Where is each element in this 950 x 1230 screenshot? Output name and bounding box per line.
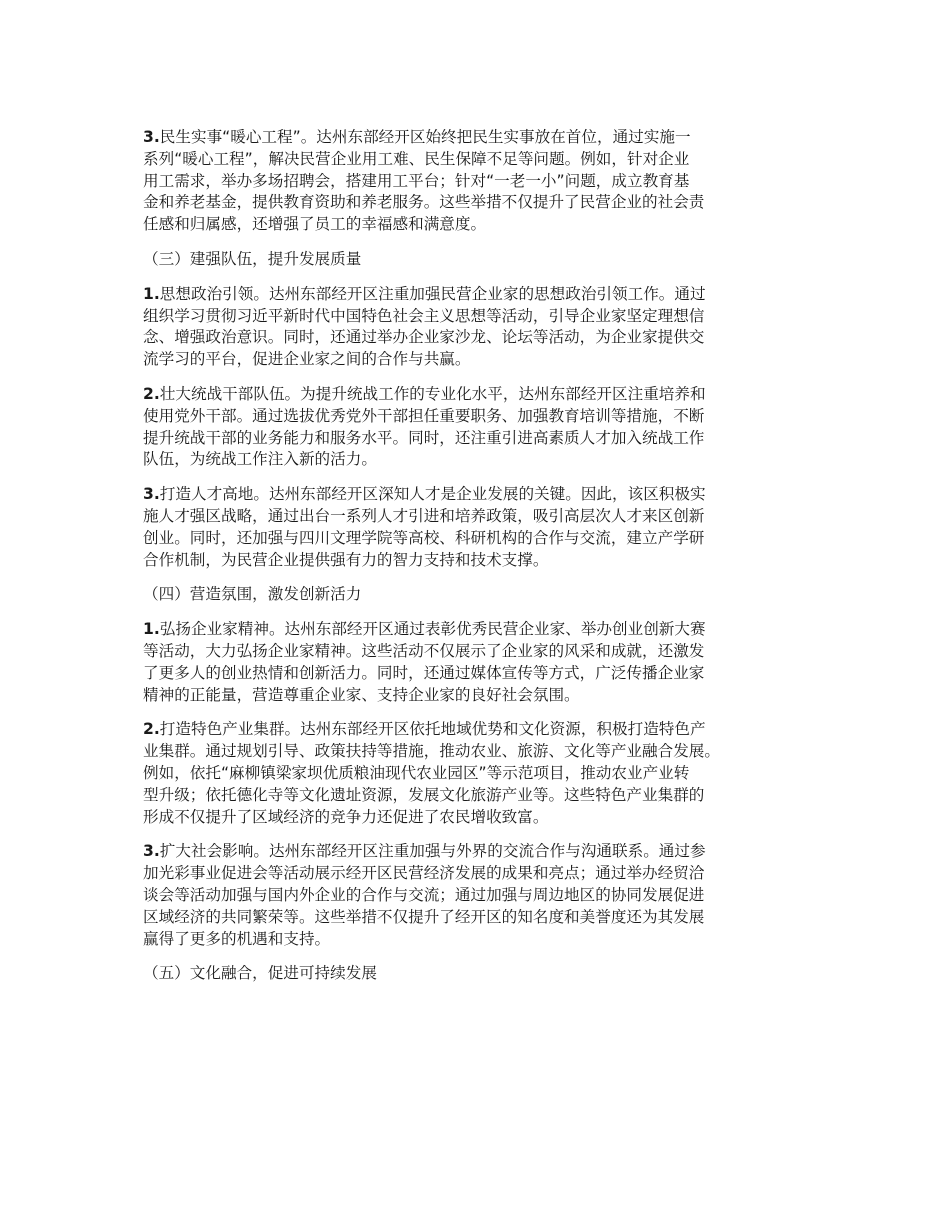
paragraph-industry-cluster: 2.打造特色产业集群。达州东部经开区依托地域优势和文化资源，积极打造特色产 业集群。通过规划引导、政策扶持等措施，推动农业、旅游、文化等产业融合发展。 例如，依托“麻柳镇梁家坝优质粮油现代农业园区”等示范项目，推动农业产业转 型升级；依托德化寺等文化遗址资源，发展文化旅游产业等。这些特色产业集群的 形成不仅提升了区域经济的竞争力还促进了农民增收致富。 xyxy=(143,720,720,826)
item-number: 2. xyxy=(143,720,160,739)
paragraph-entrepreneur-spirit: 1.弘扬企业家精神。达州东部经开区通过表彰优秀民营企业家、举办创业创新大赛 等活动，大力弘扬企业家精神。这些活动不仅展示了企业家的风采和成就，还激发 了更多人的创业热情和创新活力。同时，还通过媒体宣传等方式，广泛传播企业家 精神的正能量，营造尊重企业家、支持企业家的良好社会氛围。 xyxy=(143,620,706,704)
paragraph-cadre-team: 2.壮大统战干部队伍。为提升统战工作的专业化水平，达州东部经开区注重培养和 使用党外干部。通过选拔优秀党外干部担任重要职务、加强教育培训等措施，不断 提升统战干部的业务能力和服务水平。同时，还注重引进高素质人才加入统战工作 队伍，为统战工作注入新的活力。 xyxy=(143,384,706,469)
paragraph-social-influence: 3.扩大社会影响。达州东部经开区注重加强与外界的交流合作与沟通联系。通过参 加光彩事业促进会等活动展示经开区民营经济发展的成果和亮点；通过举办经贸洽 谈会等活动加强与国内外企业的合作与交流；通过加强与周边地区的协同发展促进 区域经济的共同繁荣等。这些举措不仅提升了经开区的知名度和美誉度还为其发展 赢得了更多的机遇和支持。 xyxy=(143,842,706,948)
section-heading-4: （四）营造氛围，激发创新活力 xyxy=(143,585,362,604)
paragraph-talent-highland: 3.打造人才高地。达州东部经开区深知人才是企业发展的关键。因此，该区积极实 施人才强区战略，通过出台一系列人才引进和培养政策，吸引高层次人才来区创新 创业。同时，还加强与四川文理学院等高校、科研机构的合作与交流，建立产学研 合作机制，为民营企业提供强有力的智力支持和技术支撑。 xyxy=(143,485,706,569)
section-heading-3: （三）建强队伍，提升发展质量 xyxy=(143,249,362,268)
item-number: 1. xyxy=(143,284,160,303)
item-number: 3. xyxy=(143,485,160,504)
section-heading-5: （五）文化融合，促进可持续发展 xyxy=(143,964,377,983)
item-number: 3. xyxy=(143,842,160,861)
item-number: 3. xyxy=(143,128,160,146)
document-page xyxy=(143,127,823,998)
item-number: 2. xyxy=(143,384,160,403)
item-number: 1. xyxy=(143,620,160,639)
paragraph-people-livelihood: 3.民生实事“暖心工程”。达州东部经开区始终把民生实事放在首位，通过实施一 系列“暖心工程”，解决民营企业用工难、民生保障不足等问题。例如，针对企业 用工需求，举办多场招聘会，搭建用工平台；针对“一老一小”问题，成立教育基 金和养老基金，提供教育资助和养老服务。这些举措不仅提升了民营企业的社会责 任感和归属感，还增强了员工的幸福感和满意度。 xyxy=(143,128,705,234)
paragraph-political-guidance: 1.思想政治引领。达州东部经开区注重加强民营企业家的思想政治引领工作。通过 组织学习贯彻习近平新时代中国特色社会主义思想等活动，引导企业家坚定理想信 念、增强政治意识。同时，还通过举办企业家沙龙、论坛等活动，为企业家提供交 流学习的平台，促进企业家之间的合作与共赢。 xyxy=(143,284,706,369)
